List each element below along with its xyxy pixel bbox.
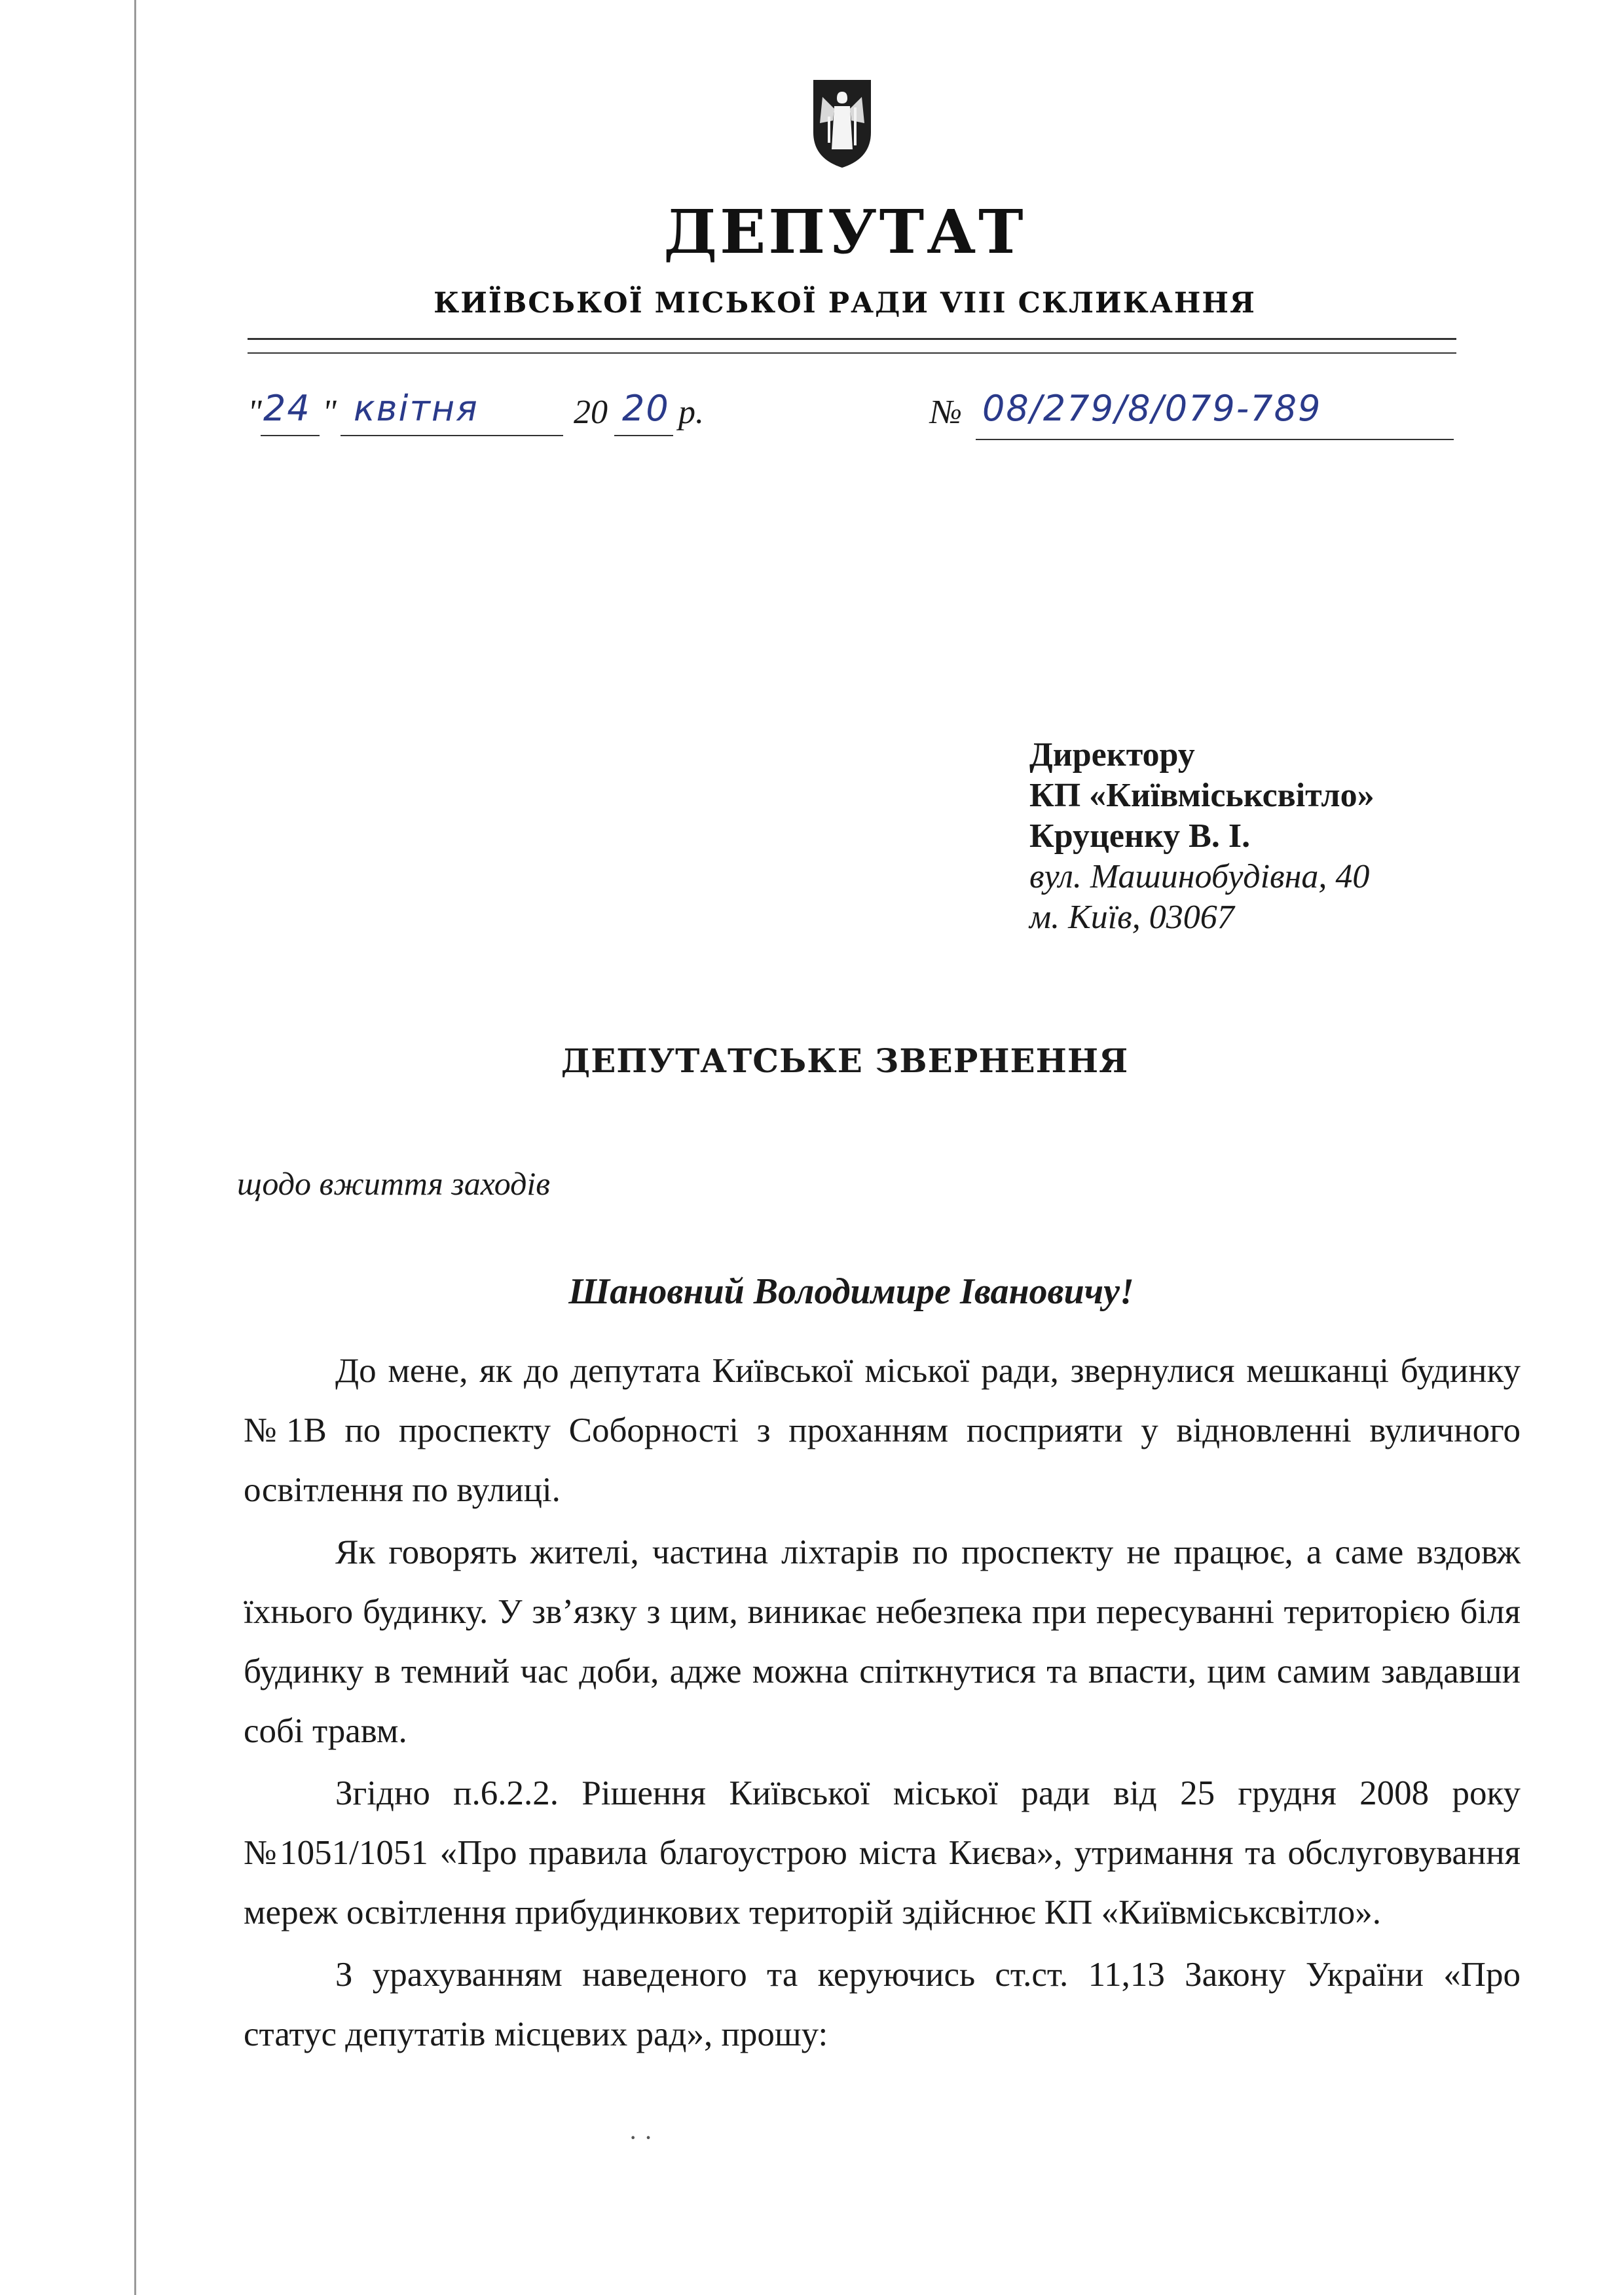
addressee-organization: КП «Київміськсвітло» [1029,777,1375,814]
reg-number: 08/279/8/079-789 [982,388,1322,429]
body-paragraph: Як говорять жителі, частина ліхтарів по проспекту не працює, а саме вздовж їхнього будинку. У зв’язку з цим, виникає небезпека при пересуванні територією біля будинку в темний час доби, адже можна спіткнутися та впасти, цим самим завдавши собі травм. [244,1533,1521,1750]
date-year-suffix: 20 [622,388,670,429]
body-paragraph: З урахуванням наведеного та керуючись ст.ст. 11,13 Закону України «Про статус депутатів місцевих рад», прошу: [244,1956,1521,2053]
scan-margin-line [134,0,136,2295]
kyiv-coat-of-arms-icon [811,77,874,169]
scan-specks: · · [629,2123,653,2152]
letterhead-rule-top [248,338,1456,340]
date-month: квітня [354,388,479,429]
body-paragraph: До мене, як до депутата Київської міської ради, звернулися мешканці будинку №1В по проспекту Соборності з проханням посприяти у відновленні вуличного освітлення по вулиці. [244,1352,1521,1509]
date-month-underline [341,435,563,436]
letterhead-title: ДЕПУТАТ [663,196,1026,267]
date-year-prefix: 20 [574,394,608,431]
reg-number-underline [976,439,1454,440]
document-title: ДЕПУТАТСЬКЕ ЗВЕРНЕННЯ [561,1041,1129,1080]
date-day: 24 [263,388,311,429]
body-paragraph: Згідно п.6.2.2. Рішення Київської міської ради від 25 грудня 2008 року №1051/1051 «Про правила благоустрою міста Києва», утримання та обслуговування мереж освітлення прибудинкових територій здійснює КП «Київміськсвітло». [244,1774,1521,1931]
addressee-block [1029,735,1375,938]
date-open-quote: " [248,394,262,431]
letter-body [244,1341,1521,2067]
addressee-street: вул. Машинобудівна, 40 [1029,858,1370,895]
date-day-underline [261,435,320,436]
addressee-city: м. Київ, 03067 [1029,899,1234,936]
document-subject: щодо вжиття заходів [237,1165,550,1202]
addressee-name: Круценку В. І. [1029,817,1251,855]
addressee-position: Директору [1029,736,1195,774]
date-year-underline [614,435,673,436]
reg-number-prefix: № [930,394,963,431]
date-year-mark: р. [678,394,704,431]
salutation: Шановний Володимире Івановичу! [568,1271,1134,1312]
letterhead-subtitle: КИЇВСЬКОЇ МІСЬКОЇ РАДИ VIII СКЛИКАННЯ [434,287,1256,320]
letterhead-rule-bottom [248,352,1456,354]
date-close-quote: " [322,394,337,431]
